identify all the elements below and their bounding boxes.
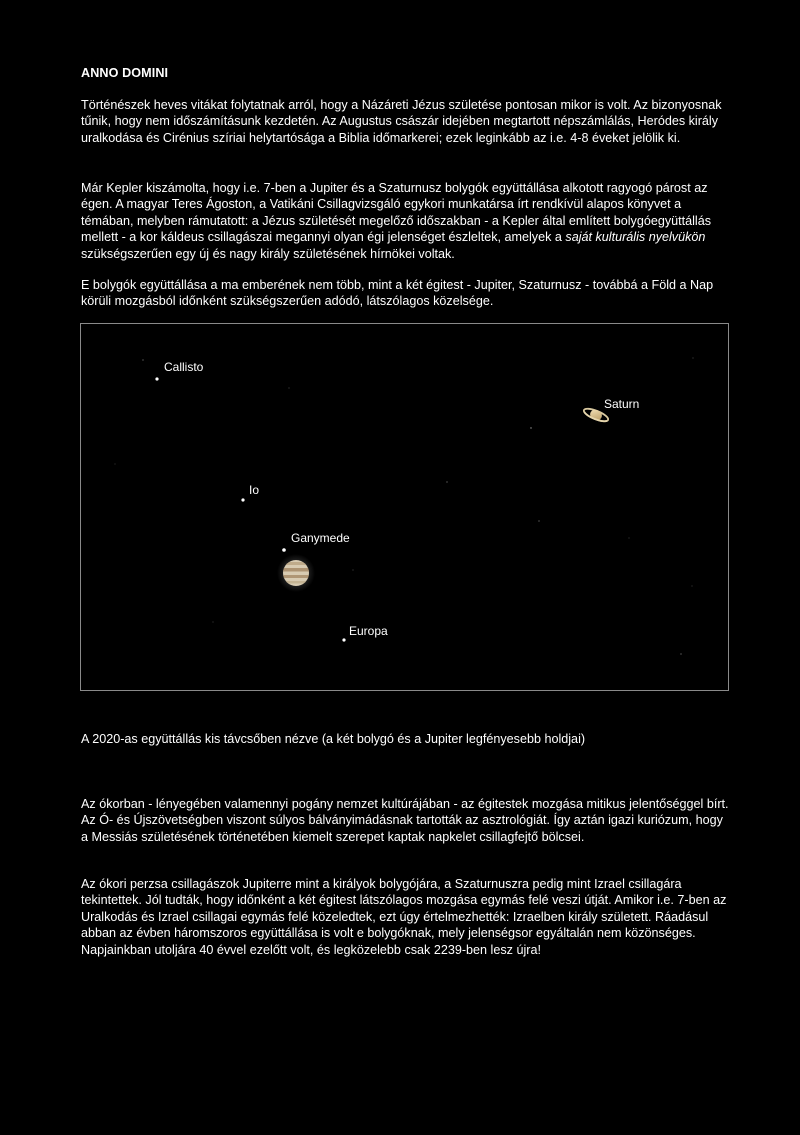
- io-label: Io: [249, 483, 260, 497]
- callisto-moon: [155, 377, 158, 380]
- europa-label: Europa: [349, 624, 388, 638]
- figure-caption: A 2020-as együttállás kis távcsőben nézve (a két bolygó és a Jupiter legfényesebb holdjai): [81, 732, 586, 746]
- paragraph-kepler-text-end: szükségszerűen egy új és nagy király születésének hírnökei voltak.: [81, 246, 455, 261]
- paragraph-kepler-text-start: Már Kepler kiszámolta, hogy i.e. 7-ben a Jupiter és a Szaturnusz bolygók együttállása alkotott ragyogó párost az égen. A magyar Teres Ágoston, a Vatikáni Csillagvizsgáló egykori munkatársa írt rendkívül alapos könyvet a témában, melyben rámutatott: a Jézus születését megelőző időszakban - a Kepler által említett bolygóegyüttállás mellett - a kor káldeus csillagászai megannyi olyan égi jelenséget észleltek, amelyek a: [81, 181, 712, 245]
- jupiter-planet: [277, 554, 315, 592]
- ganymede-moon: [282, 548, 286, 552]
- paragraph-kepler-emphasis: saját kulturális nyelvükön: [565, 230, 706, 245]
- paragraph-antiquity: Az ókorban - lényegében valamennyi pogány nemzet kultúrájában - az égitestek mozgása mitikus jelentőséggel bírt. Az Ó- és Újszövetségben viszont súlyos bálványimádásnak tartották az asztrológiát. Így aztán igazi kuriózum, hogy a Messiás születésének történetében kiemelt szerepet kaptak napkelet csillagfejtő bölcsei.: [81, 797, 729, 844]
- callisto-label: Callisto: [164, 360, 204, 374]
- paragraph-persian-astronomers: Az ókori perzsa csillagászok Jupiterre mint a királyok bolygójára, a Szaturnuszra pedig mint Izrael csillagára tekintettek. Jól tudták, hogy időnként a két égitest látszólagos mozgása egymás felé veszi útját. Amikor i.e. 7-ben az Uralkodás és Izrael csillagai egymás felé közeledtek, ezt úgy értelmezhették: Izraelben király született. Ráadásul abban az évben háromszoros együttállása is volt e bolygóknak, mely jelenségsor egyáltalán nem közönséges. Napjainkban utoljára 40 évvel ezelőtt volt, és legközelebb csak 2239-ben lesz újra!: [81, 877, 727, 957]
- europa-moon: [342, 638, 345, 641]
- saturn-label: Saturn: [604, 397, 640, 411]
- ganymede-label: Ganymede: [291, 531, 350, 545]
- paragraph-kepler: [81, 180, 729, 262]
- paragraph-conjunction: E bolygók együttállása a ma emberének nem több, mint a két égitest - Jupiter, Szaturnusz - továbbá a Föld a Nap körüli mozgásból időnként szükségszerűen adódó, látszólagos közelsége.: [81, 278, 714, 309]
- paragraph-date-debate: Történészek heves vitákat folytatnak arról, hogy a Názáreti Jézus születése pontosan mikor is volt. Az bizonyosnak tűnik, hogy nem időszámításunk kezdetén. Az Augustus császár idejében megtartott népszámlálás, Heródes király uralkodása és Cirénius szíriai helytartósága a Biblia időmarkerei; ezek leginkább az i.e. 4-8 éveket jelölik ki.: [81, 98, 722, 145]
- conjunction-telescope-image: [80, 323, 729, 691]
- io-moon: [241, 498, 244, 501]
- sky-view: [81, 324, 728, 690]
- page-title: ANNO DOMINI: [81, 66, 169, 80]
